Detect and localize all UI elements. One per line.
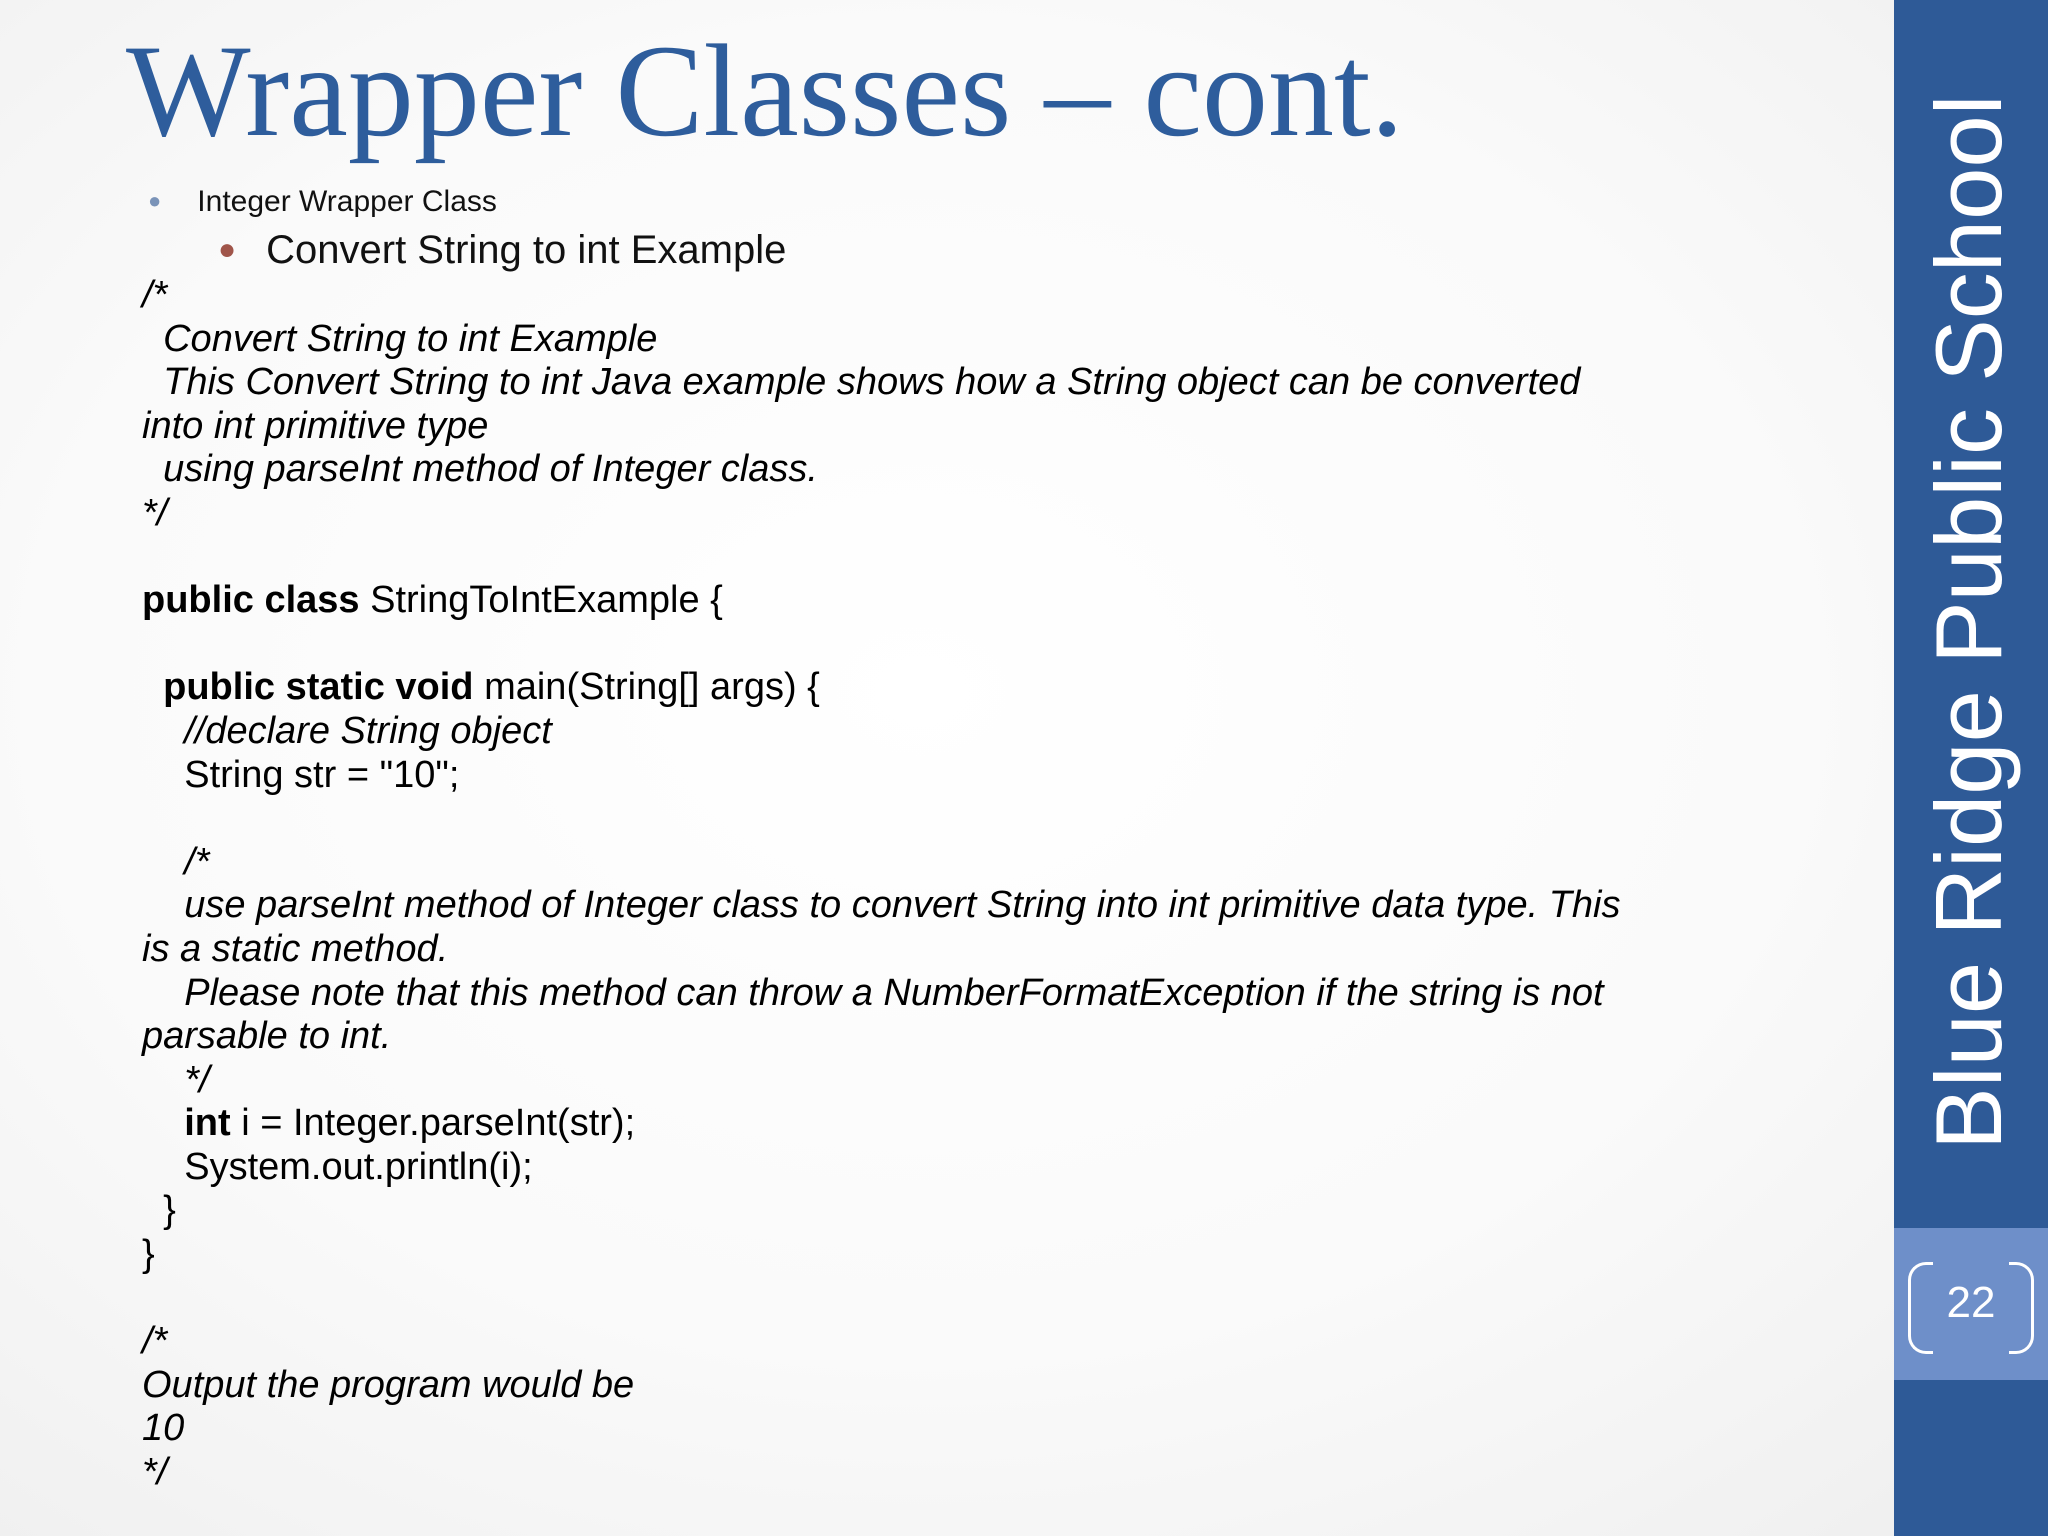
code-line: } <box>142 1189 176 1232</box>
keyword-public-static-void: public static void <box>163 666 474 709</box>
slide-title: Wrapper Classes – cont. <box>126 17 1404 164</box>
code-line <box>142 579 1882 623</box>
class-name: StringToIntExample { <box>359 579 723 622</box>
sub-bullet-text: Convert String to int Example <box>266 228 787 272</box>
code-line: */ <box>142 1451 168 1494</box>
keyword-int: int <box>184 1102 231 1145</box>
code-line <box>142 666 1882 710</box>
code-line: using parseInt method of Integer class. <box>142 448 818 491</box>
page-number: 22 <box>1946 1278 1996 1327</box>
code-line-blank <box>142 536 1882 580</box>
bullet-text: Integer Wrapper Class <box>197 185 497 218</box>
method-signature: main(String[] args) { <box>473 666 820 709</box>
code-line: String str = "10"; <box>142 753 460 796</box>
code-line: Please note that this method can throw a NumberFormatException if the string is not <box>142 971 1604 1014</box>
parse-statement: i = Integer.parseInt(str); <box>230 1102 636 1145</box>
code-line: Convert String to int Example <box>142 317 658 360</box>
code-line: parsable to int. <box>142 1015 392 1058</box>
code-line: /* <box>142 1320 168 1363</box>
code-line: */ <box>142 491 168 534</box>
bullet-dot-icon: ● <box>148 188 162 213</box>
keyword-public-class: public class <box>142 579 360 622</box>
code-line: is a static method. <box>142 927 449 970</box>
code-line: into int primitive type <box>142 404 489 447</box>
school-name: Blue Ridge Public School <box>1916 94 2021 1150</box>
code-line: Output the program would be <box>142 1363 635 1406</box>
code-line: System.out.println(i); <box>142 1145 533 1188</box>
code-block <box>142 274 1882 1495</box>
code-line: /* <box>142 840 210 883</box>
code-line: } <box>142 1233 155 1276</box>
code-line-blank <box>142 797 1882 841</box>
code-line-blank <box>142 1277 1882 1321</box>
code-line: //declare String object <box>142 709 552 752</box>
right-bracket-icon <box>2009 1262 2034 1354</box>
bullet-dot-icon: ● <box>218 233 237 266</box>
code-line: 10 <box>142 1407 185 1450</box>
page-number-box <box>1894 1228 2048 1380</box>
bullet-integer-wrapper-class <box>148 185 497 219</box>
code-line: */ <box>142 1058 210 1101</box>
code-line: use parseInt method of Integer class to convert String into int primitive data type. This <box>142 884 1621 927</box>
code-line <box>142 1102 1882 1146</box>
code-line: /* <box>142 274 168 316</box>
code-line: This Convert String to int Java example shows how a String object can be converted <box>142 361 1581 404</box>
code-line-blank <box>142 623 1882 667</box>
sub-bullet-convert-example <box>218 228 786 273</box>
